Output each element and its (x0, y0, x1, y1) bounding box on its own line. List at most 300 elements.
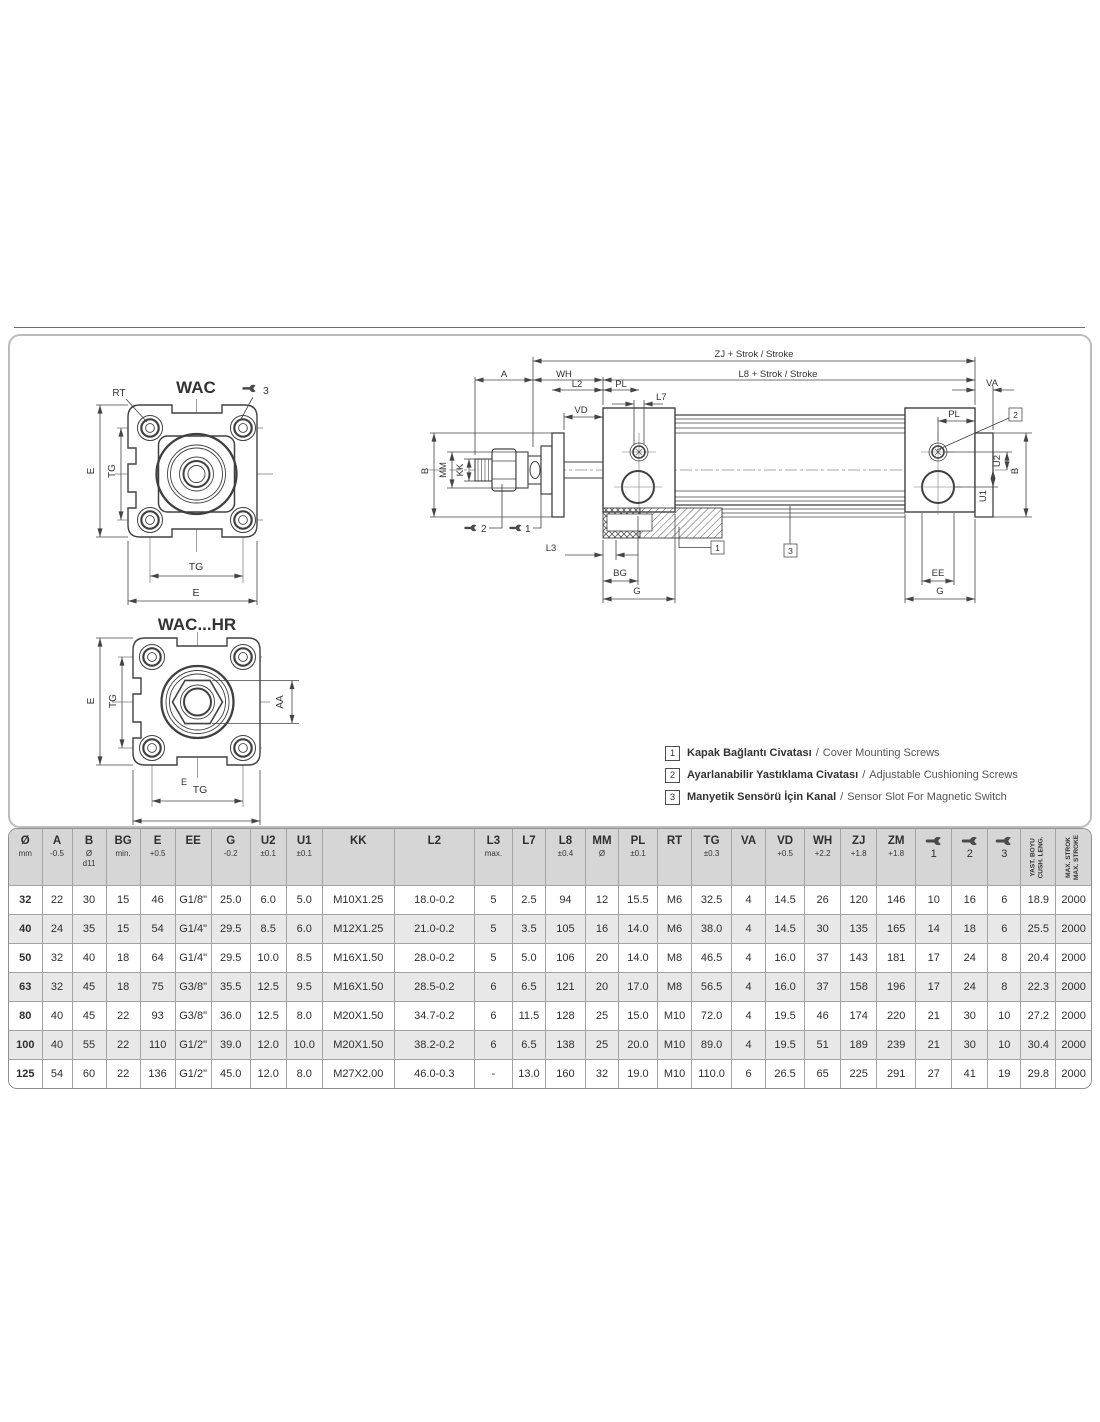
rear-cover (905, 408, 975, 512)
cell-ZJ: 135 (841, 915, 877, 944)
cell-VD: 19.5 (766, 1002, 805, 1031)
cell-tool-3: 6 (988, 915, 1021, 944)
col-header-label: G (226, 835, 236, 847)
cell-tool-3: 8 (988, 973, 1021, 1002)
section-hatch (603, 508, 905, 538)
cell-tool-3: 10 (988, 1002, 1021, 1031)
cell-ZJ: 158 (841, 973, 877, 1002)
legend-number-box: 2 (665, 768, 680, 783)
cell-VD: 16.0 (766, 973, 805, 1002)
cell-WH: 65 (805, 1060, 841, 1089)
callout-box-1: 1 (715, 543, 720, 553)
cell-TG: 72.0 (692, 1002, 732, 1031)
cell-ZJ: 120 (841, 886, 877, 915)
cell-VA: 4 (732, 973, 766, 1002)
cell-RT: M6 (658, 886, 692, 915)
col-header-label: A (52, 835, 62, 847)
cell-L2: 21.0-0.2 (394, 915, 474, 944)
col-header-label: MAX. STROK (1065, 836, 1073, 878)
col-header-label: PL (630, 835, 646, 847)
cell-dia: 80 (9, 1002, 42, 1031)
dim-pl-right: PL (948, 409, 960, 420)
cell-MM: 20 (585, 944, 618, 973)
cell-tool-3: 19 (988, 1060, 1021, 1089)
col-header-label: KK (349, 835, 367, 847)
col-header-sub: MAX. STROKE (1073, 834, 1081, 880)
cell-ZJ: 174 (841, 1002, 877, 1031)
cell-TG: 89.0 (692, 1031, 732, 1060)
col-header-sub: CUSH. LENG. (1038, 836, 1046, 878)
front-flange-plate (552, 433, 564, 517)
legend-separator: / (862, 769, 866, 781)
cell-MM: 32 (585, 1060, 618, 1089)
col-header-label: 2 (966, 848, 973, 860)
cell-dia: 125 (9, 1060, 42, 1089)
cell-L8: 106 (545, 944, 585, 973)
cell-max-stroke: 2000 (1056, 1031, 1091, 1060)
cell-PL: 14.0 (618, 944, 657, 973)
dim-tg-bottom: TG (188, 561, 204, 573)
col-header-sub: ±0.1 (260, 848, 276, 858)
cell-L7: 13.0 (512, 1060, 545, 1089)
legend-number-box: 3 (665, 790, 680, 805)
col-header-B (72, 829, 106, 886)
rear-flange-plate (975, 433, 993, 517)
cell-A: 54 (42, 1060, 72, 1089)
col-header-label: MM (592, 835, 612, 847)
callout-box-2: 2 (1013, 410, 1018, 420)
cell-tool-1: 14 (916, 915, 952, 944)
cell-tool-1: 10 (916, 886, 952, 915)
cell-dia: 40 (9, 915, 42, 944)
col-header-tool-1 (916, 829, 952, 886)
col-header-label: U2 (260, 835, 276, 847)
cell-ZM: 146 (877, 886, 916, 915)
cell-A: 32 (42, 973, 72, 1002)
cell-RT: M10 (658, 1002, 692, 1031)
col-header-sub: -0.5 (50, 848, 64, 858)
cell-L8: 94 (545, 886, 585, 915)
wac-hr-view (70, 608, 335, 830)
table-header-row (9, 829, 1091, 886)
dim-mm: MM (438, 462, 449, 478)
cell-L3: - (474, 1060, 512, 1089)
cell-KK: M20X1.50 (322, 1031, 394, 1060)
cell-L2: 38.2-0.2 (394, 1031, 474, 1060)
cell-BG: 22 (106, 1031, 140, 1060)
cell-PL: 20.0 (618, 1031, 657, 1060)
cell-KK: M16X1.50 (322, 973, 394, 1002)
dim-vd: VD (574, 405, 588, 416)
cell-TG: 46.5 (692, 944, 732, 973)
dim-g-left: G (633, 586, 641, 597)
cell-L7: 6.5 (512, 973, 545, 1002)
table-row-bore-100 (9, 1031, 1091, 1060)
cell-VA: 4 (732, 886, 766, 915)
wrench-icon (242, 385, 255, 392)
cell-tool-2: 30 (952, 1031, 988, 1060)
col-header-sub: d11 (82, 859, 96, 869)
cell-EE: G1/2" (175, 1060, 211, 1089)
col-header-U1 (286, 829, 322, 886)
cell-WH: 30 (805, 915, 841, 944)
dim-pl-left: PL (615, 379, 627, 390)
col-header-VA (732, 829, 766, 886)
cell-ZM: 291 (877, 1060, 916, 1089)
cell-EE: G1/8" (175, 886, 211, 915)
cell-dia: 32 (9, 886, 42, 915)
cell-PL: 19.0 (618, 1060, 657, 1089)
cell-E: 93 (140, 1002, 175, 1031)
table-row-bore-50 (9, 944, 1091, 973)
cell-U1: 10.0 (286, 1031, 322, 1060)
col-header-label: BG (114, 835, 132, 847)
dim-e-bottom: E (180, 777, 188, 787)
cell-VA: 4 (732, 1031, 766, 1060)
cell-max-stroke: 2000 (1056, 944, 1091, 973)
col-header-sub: +1.8 (850, 848, 867, 858)
table-row-bore-125 (9, 1060, 1091, 1089)
cell-L7: 5.0 (512, 944, 545, 973)
cell-RT: M10 (658, 1060, 692, 1089)
cell-ZM: 239 (877, 1031, 916, 1060)
dim-kk: KK (455, 463, 466, 477)
cell-G: 25.0 (211, 886, 250, 915)
cell-B: 45 (72, 1002, 106, 1031)
cell-L2: 28.5-0.2 (394, 973, 474, 1002)
col-header-G (211, 829, 250, 886)
dim-va: VA (986, 378, 998, 389)
cell-RT: M8 (658, 973, 692, 1002)
cell-U2: 12.0 (250, 1060, 286, 1089)
legend-text-tr: Kapak Bağlantı Civatası (687, 747, 812, 759)
cell-L8: 160 (545, 1060, 585, 1089)
cell-tool-1: 21 (916, 1031, 952, 1060)
legend-item-1 (665, 746, 1018, 760)
cell-dia: 63 (9, 973, 42, 1002)
cell-cushion-length: 20.4 (1021, 944, 1056, 973)
col-header-sub: max. (484, 848, 503, 858)
cell-U1: 8.0 (286, 1060, 322, 1089)
cell-PL: 15.5 (618, 886, 657, 915)
legend (665, 746, 1018, 812)
cylinder-tube (675, 415, 905, 505)
col-header-ZM (877, 829, 916, 886)
cell-L8: 128 (545, 1002, 585, 1031)
cell-L3: 6 (474, 973, 512, 1002)
cell-max-stroke: 2000 (1056, 973, 1091, 1002)
cell-tool-2: 24 (952, 973, 988, 1002)
dimension-table-wrap (8, 828, 1092, 1089)
cell-A: 24 (42, 915, 72, 944)
cell-L7: 2.5 (512, 886, 545, 915)
cell-G: 29.5 (211, 944, 250, 973)
cell-VD: 14.5 (766, 915, 805, 944)
dim-u2: U2 (992, 454, 1003, 468)
col-header-sub: ±0.3 (703, 848, 720, 858)
col-header-ZJ (841, 829, 877, 886)
cell-L3: 5 (474, 944, 512, 973)
cell-BG: 15 (106, 915, 140, 944)
cell-EE: G1/2" (175, 1031, 211, 1060)
wac-front-view (70, 355, 335, 610)
cell-dia: 100 (9, 1031, 42, 1060)
dim-wh: WH (556, 369, 572, 380)
cell-KK: M10X1.25 (322, 886, 394, 915)
legend-text-en: Cover Mounting Screws (822, 747, 940, 759)
cell-A: 40 (42, 1031, 72, 1060)
col-header-label: Ø (20, 835, 30, 847)
cell-ZJ: 225 (841, 1060, 877, 1089)
cell-B: 40 (72, 944, 106, 973)
col-header-label: TG (703, 835, 720, 847)
dim-l8: L8 + Strok / Stroke (738, 369, 818, 380)
cell-E: 75 (140, 973, 175, 1002)
cell-B: 60 (72, 1060, 106, 1089)
table-row-bore-32 (9, 886, 1091, 915)
cell-TG: 56.5 (692, 973, 732, 1002)
cell-A: 22 (42, 886, 72, 915)
cell-L7: 3.5 (512, 915, 545, 944)
col-header-L8 (545, 829, 585, 886)
col-header-max-stroke (1056, 829, 1091, 886)
col-header-L3 (474, 829, 512, 886)
cell-L2: 46.0-0.3 (394, 1060, 474, 1089)
legend-number-box: 1 (665, 746, 680, 761)
dim-e-bottom: E (192, 587, 200, 599)
legend-separator: / (815, 747, 819, 759)
cell-tool-3: 8 (988, 944, 1021, 973)
cell-tool-1: 17 (916, 973, 952, 1002)
cell-L3: 6 (474, 1002, 512, 1031)
col-header-L2 (394, 829, 474, 886)
legend-text-tr: Manyetik Sensörü İçin Kanal (687, 791, 837, 803)
cell-G: 35.5 (211, 973, 250, 1002)
col-header-label: WH (813, 835, 833, 847)
col-header-sub: ±0.1 (296, 848, 312, 858)
dim-tg-left: TG (107, 464, 118, 478)
col-header-label: L7 (522, 835, 536, 847)
cell-U2: 8.5 (250, 915, 286, 944)
col-header-cushion-length (1021, 829, 1056, 886)
dim-l7: L7 (656, 392, 667, 403)
cell-WH: 46 (805, 1002, 841, 1031)
cell-VD: 19.5 (766, 1031, 805, 1060)
col-header-label: RT (666, 835, 683, 847)
col-header-E (140, 829, 175, 886)
dim-g-right: G (936, 586, 944, 597)
col-header-VD (766, 829, 805, 886)
cell-L2: 18.0-0.2 (394, 886, 474, 915)
cell-PL: 17.0 (618, 973, 657, 1002)
cell-A: 40 (42, 1002, 72, 1031)
cell-RT: M6 (658, 915, 692, 944)
cell-L3: 5 (474, 886, 512, 915)
wrench-icon (925, 836, 943, 846)
cell-L2: 28.0-0.2 (394, 944, 474, 973)
dim-b-left: B (420, 467, 431, 475)
cell-E: 64 (140, 944, 175, 973)
col-header-label: L8 (558, 835, 573, 847)
col-header-KK (322, 829, 394, 886)
cell-cushion-length: 27.2 (1021, 1002, 1056, 1031)
cell-VA: 6 (732, 1060, 766, 1089)
cell-MM: 16 (585, 915, 618, 944)
section-divider (14, 327, 1085, 328)
cell-ZM: 165 (877, 915, 916, 944)
cell-cushion-length: 18.9 (1021, 886, 1056, 915)
dim-l3: L3 (545, 543, 557, 554)
cell-BG: 22 (106, 1060, 140, 1089)
col-header-TG (692, 829, 732, 886)
legend-text-en: Sensor Slot For Magnetic Switch (847, 791, 1007, 803)
table-row-bore-40 (9, 915, 1091, 944)
legend-separator: / (840, 791, 844, 803)
cell-tool-2: 18 (952, 915, 988, 944)
cell-G: 39.0 (211, 1031, 250, 1060)
cell-G: 29.5 (211, 915, 250, 944)
cell-MM: 25 (585, 1031, 618, 1060)
col-header-sub: ±0.1 (630, 848, 646, 858)
legend-text-tr: Ayarlanabilir Yastıklama Civatası (687, 769, 859, 781)
cell-PL: 14.0 (618, 915, 657, 944)
cell-EE: G1/4" (175, 944, 211, 973)
cell-MM: 20 (585, 973, 618, 1002)
col-header-label: L2 (427, 835, 442, 847)
label-wrench-1: 1 (525, 524, 531, 535)
cell-TG: 38.0 (692, 915, 732, 944)
cell-tool-1: 27 (916, 1060, 952, 1089)
dim-u1: U1 (978, 489, 989, 503)
cell-MM: 12 (585, 886, 618, 915)
cell-A: 32 (42, 944, 72, 973)
dim-aa: AA (275, 695, 286, 709)
col-header-sub: Ø (85, 848, 93, 858)
cell-EE: G3/8" (175, 973, 211, 1002)
col-header-label: E (153, 835, 162, 847)
cell-WH: 37 (805, 944, 841, 973)
col-header-EE (175, 829, 211, 886)
cell-EE: G3/8" (175, 1002, 211, 1031)
col-header-label: U1 (296, 835, 312, 847)
cell-G: 45.0 (211, 1060, 250, 1089)
col-header-label: VA (741, 835, 757, 847)
cell-max-stroke: 2000 (1056, 915, 1091, 944)
col-header-sub: -0.2 (223, 848, 238, 858)
cell-E: 136 (140, 1060, 175, 1089)
cell-ZJ: 143 (841, 944, 877, 973)
cell-max-stroke: 2000 (1056, 1002, 1091, 1031)
cell-tool-2: 24 (952, 944, 988, 973)
col-header-sub: mm (18, 848, 32, 858)
cell-cushion-length: 22.3 (1021, 973, 1056, 1002)
cell-tool-2: 16 (952, 886, 988, 915)
dim-e-left: E (86, 697, 97, 705)
cell-G: 36.0 (211, 1002, 250, 1031)
cell-ZM: 220 (877, 1002, 916, 1031)
dim-tg-left: TG (108, 694, 119, 708)
cell-U2: 6.0 (250, 886, 286, 915)
cell-VD: 14.5 (766, 886, 805, 915)
cell-L8: 121 (545, 973, 585, 1002)
cell-RT: M10 (658, 1031, 692, 1060)
cell-tool-2: 30 (952, 1002, 988, 1031)
cell-PL: 15.0 (618, 1002, 657, 1031)
col-header-RT (658, 829, 692, 886)
cell-VA: 4 (732, 1002, 766, 1031)
cell-U1: 9.5 (286, 973, 322, 1002)
col-header-BG (106, 829, 140, 886)
cell-RT: M8 (658, 944, 692, 973)
table-row-bore-63 (9, 973, 1091, 1002)
dim-tg-bottom: TG (192, 784, 208, 796)
cell-U1: 8.0 (286, 1002, 322, 1031)
col-header-U2 (250, 829, 286, 886)
cell-B: 45 (72, 973, 106, 1002)
col-header-A (42, 829, 72, 886)
end-cap-outline (133, 638, 260, 765)
cell-L3: 6 (474, 1031, 512, 1060)
table-row-bore-80 (9, 1002, 1091, 1031)
cell-tool-1: 17 (916, 944, 952, 973)
col-header-sub: +1.8 (888, 848, 905, 858)
cell-VA: 4 (732, 944, 766, 973)
col-header-sub: Ø (598, 848, 606, 858)
cell-KK: M12X1.25 (322, 915, 394, 944)
cell-MM: 25 (585, 1002, 618, 1031)
col-header-label: VD (777, 835, 794, 847)
col-header-label: ZM (887, 835, 905, 847)
cell-U1: 6.0 (286, 915, 322, 944)
cell-ZM: 196 (877, 973, 916, 1002)
cell-U2: 12.5 (250, 973, 286, 1002)
callout-box-3: 3 (788, 546, 793, 556)
cell-E: 46 (140, 886, 175, 915)
cell-KK: M27X2.00 (322, 1060, 394, 1089)
col-header-label: YAST. BOYU (1029, 837, 1037, 877)
col-header-sub: min. (115, 848, 131, 858)
cell-WH: 26 (805, 886, 841, 915)
cell-VD: 26.5 (766, 1060, 805, 1089)
cell-dia: 50 (9, 944, 42, 973)
dim-b-right: B (1010, 467, 1021, 475)
cell-tool-3: 10 (988, 1031, 1021, 1060)
cell-VA: 4 (732, 915, 766, 944)
cell-WH: 51 (805, 1031, 841, 1060)
legend-item-2 (665, 768, 1018, 782)
col-header-WH (805, 829, 841, 886)
hr-view-title: WAC...HR (157, 615, 237, 634)
label-rt: RT (112, 388, 126, 399)
cell-L3: 5 (474, 915, 512, 944)
col-header-MM (585, 829, 618, 886)
col-header-label: B (84, 835, 94, 847)
cell-B: 55 (72, 1031, 106, 1060)
label-screw-callout-3: 3 (263, 385, 269, 397)
cell-KK: M20X1.50 (322, 1002, 394, 1031)
cell-cushion-length: 29.8 (1021, 1060, 1056, 1089)
col-header-sub: +2.2 (814, 848, 831, 858)
dim-bg: BG (613, 568, 627, 579)
col-header-dia (9, 829, 42, 886)
cell-U2: 12.5 (250, 1002, 286, 1031)
cell-TG: 32.5 (692, 886, 732, 915)
cell-TG: 110.0 (692, 1060, 732, 1089)
cell-VD: 16.0 (766, 944, 805, 973)
col-header-sub: +0.5 (777, 848, 793, 858)
dim-zj: ZJ + Strok / Stroke (714, 349, 794, 360)
cell-cushion-length: 30.4 (1021, 1031, 1056, 1060)
